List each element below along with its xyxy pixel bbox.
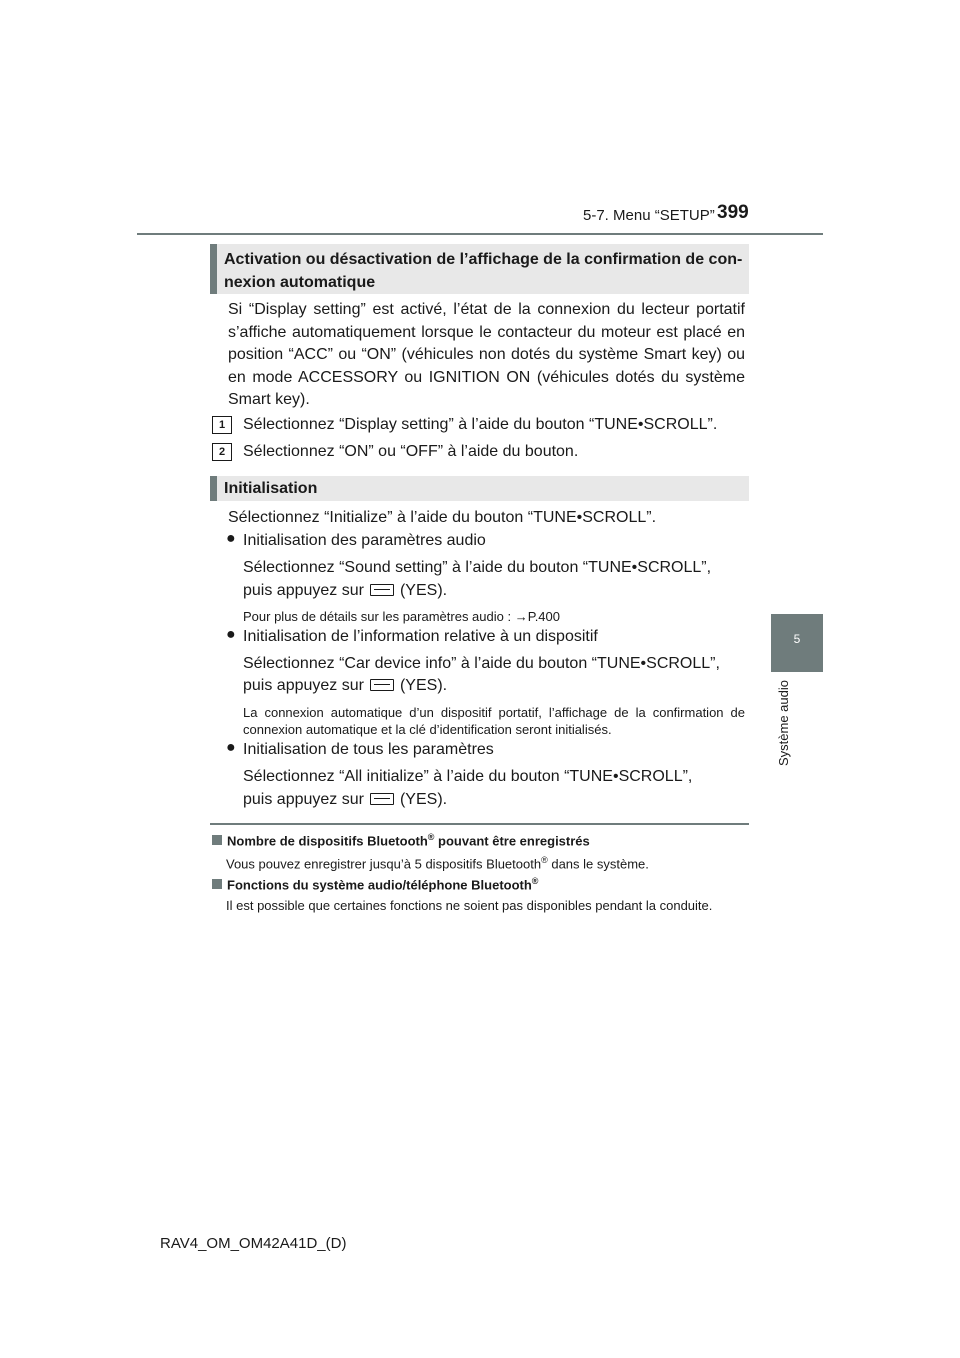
section-accent [210,244,217,294]
note-1-text [226,852,746,872]
chapter-tab [771,614,823,672]
bullet-marker: ● [226,626,236,643]
note-1-title-pre: Nombre de dispositifs Bluetooth [227,833,428,849]
enter-button-icon [370,584,394,596]
item-1-line2 [243,580,745,602]
note-1-text-pre: Vous pouvez enregistrer jusqu’à 5 dispositifs Bluetooth [226,856,542,872]
item-3-line2-pre: puis appuyez sur [243,791,364,808]
note-1-title [212,832,590,848]
header-rule [137,233,823,235]
notes-rule [210,823,749,825]
document-code: RAV4_OM_OM42A41D_(D) [160,1235,347,1252]
item-2-note: La connexion automatique d’un dispositif portatif, l’affichage de la confirmation de connexion automatique et la clé d’identification seront initialisés. [243,705,745,737]
item-2-line1: Sélectionnez “Car device info” à l’aide du bouton “TUNE•SCROLL”, [243,655,720,672]
section-accent [210,476,217,501]
enter-button-icon [370,679,394,691]
step-1-text: Sélectionnez “Display setting” à l’aide du bouton “TUNE•SCROLL”. [243,416,718,433]
item-1-note: Pour plus de détails sur les paramètres audio : →P.400 [243,609,560,624]
bullet-marker: ● [226,739,236,756]
registered-mark: ® [531,876,539,886]
item-3-heading: Initialisation de tous les paramètres [243,741,494,758]
item-2-heading: Initialisation de l’information relative à un dispositif [243,628,598,645]
section-title-line1: Activation ou désactivation de l’affichage de la confirmation de con- [224,251,743,268]
item-2-line2 [243,675,745,697]
chapter-label: Système audio [776,680,791,766]
square-bullet-icon [212,835,222,845]
section-title-line2: nexion automatique [224,274,376,291]
registered-mark: ® [427,832,435,842]
item-2-line2-pre: puis appuyez sur [243,677,364,694]
note-2-title [212,876,538,892]
section2-intro: Sélectionnez “Initialize” à l’aide du bouton “TUNE•SCROLL”. [228,509,657,526]
item-1-line2-pre: puis appuyez sur [243,582,364,599]
bullet-marker: ● [226,530,236,547]
step-2-text: Sélectionnez “ON” ou “OFF” à l’aide du bouton. [243,443,579,460]
step-number-1: 1 [212,416,232,434]
running-header-section: 5-7. Menu “SETUP” [583,207,715,224]
item-2-line2-post: (YES). [399,677,448,694]
note-1-title-post: pouvant être enregistrés [434,833,590,849]
item-1-line2-post: (YES). [399,582,448,599]
enter-button-icon [370,793,394,805]
section-title: Initialisation [224,480,318,497]
square-bullet-icon [212,879,222,889]
note-2-text: Il est possible que certaines fonctions ne soient pas disponibles pendant la conduite. [226,898,713,913]
note-2-title-pre: Fonctions du système audio/téléphone Bluetooth [227,877,532,893]
step-number-2: 2 [212,443,232,461]
section-heading-auto-connection [210,244,749,294]
section-heading-initialisation [210,476,749,501]
note-1-text-post: dans le système. [547,856,649,872]
item-3-line2 [243,789,745,811]
item-3-line2-post: (YES). [399,791,448,808]
registered-mark: ® [541,855,548,865]
item-1-line1: Sélectionnez “Sound setting” à l’aide du bouton “TUNE•SCROLL”, [243,559,712,576]
section1-intro: Si “Display setting” est activé, l’état de la connexion du lecteur portatif s’affiche automatiquement lorsque le contacteur du moteur est placé en position “ACC” ou “ON” (véhicules non dotés du système Smart key) ou en mode ACCESSORY ou IGNITION ON (véhicules dotés du système Smart key). [228,301,745,408]
item-1-heading: Initialisation des paramètres audio [243,532,486,549]
chapter-number: 5 [793,632,801,646]
page-number: 399 [717,202,749,223]
item-3-line1: Sélectionnez “All initialize” à l’aide du bouton “TUNE•SCROLL”, [243,768,693,785]
